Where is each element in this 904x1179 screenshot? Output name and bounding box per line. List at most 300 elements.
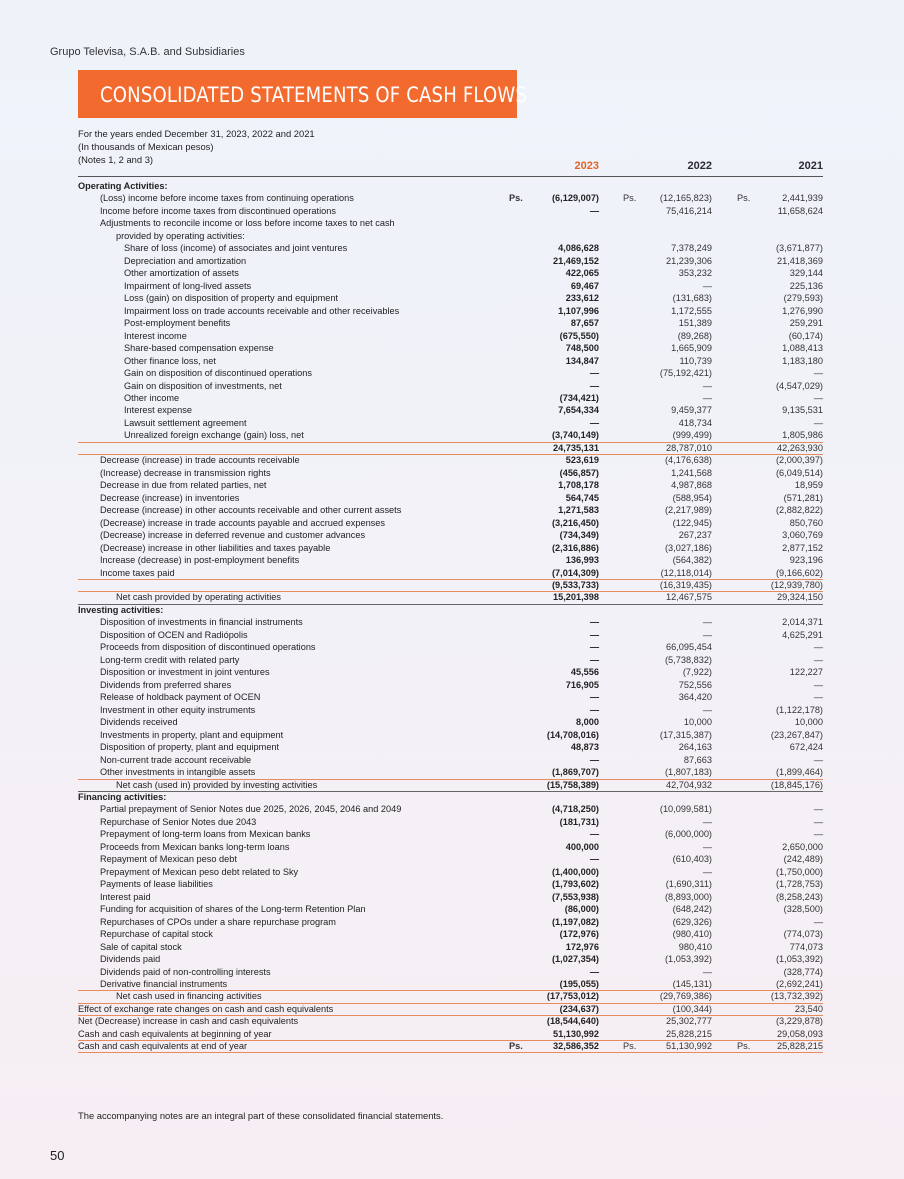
value-2021: 225,136	[789, 280, 823, 291]
value-2021: (2,882,822)	[776, 505, 823, 516]
row-label: Prepayment of Mexican peso debt related to Sky	[100, 866, 299, 877]
value-2022: 7,378,249	[671, 243, 712, 254]
row-label: Lawsuit settlement agreement	[124, 417, 247, 428]
value-2023: (195,055)	[559, 979, 599, 989]
value-2023: 32,586,352	[553, 1041, 599, 1052]
value-2023: (1,027,354)	[552, 954, 599, 965]
value-2021: 850,760	[789, 517, 823, 528]
table-row	[78, 1028, 823, 1040]
table-row	[78, 292, 823, 304]
value-2021: (2,692,241)	[776, 979, 823, 989]
value-2022: —	[702, 380, 712, 391]
subtitle-notes: (Notes 1, 2 and 3)	[78, 154, 154, 165]
value-2022: (1,690,311)	[665, 879, 712, 890]
year-header-2021: 2021	[798, 160, 823, 172]
value-2023: (4,718,250)	[552, 804, 599, 815]
value-2022: 151,389	[678, 318, 712, 329]
value-2022: 980,410	[678, 941, 712, 952]
table-row	[78, 866, 823, 878]
value-2022: 87,663	[683, 754, 712, 765]
value-2021: —	[813, 829, 823, 840]
value-2022: —	[702, 841, 712, 852]
value-2022: (75,192,421)	[659, 368, 712, 379]
value-2021: 923,196	[789, 555, 823, 566]
table-row	[78, 442, 823, 454]
value-2022: 752,556	[678, 679, 712, 690]
table-row	[78, 953, 823, 965]
table-row	[78, 1003, 823, 1015]
table-row	[78, 741, 823, 753]
row-label: Dividends received	[100, 717, 178, 728]
row-label: (Increase) decrease in transmission rights	[100, 467, 271, 478]
table-row	[78, 492, 823, 504]
table-row	[78, 529, 823, 541]
table-row	[78, 766, 823, 778]
value-2022: 25,828,215	[666, 1028, 712, 1039]
table-row	[78, 779, 823, 791]
row-label: Dividends from preferred shares	[100, 679, 232, 690]
value-2023: —	[589, 654, 599, 665]
table-row	[78, 404, 823, 416]
value-2023: 716,905	[565, 679, 599, 690]
table-row	[78, 990, 823, 1002]
currency-symbol: Ps.	[623, 193, 637, 204]
value-2021: (8,258,243)	[776, 891, 823, 902]
value-2022: —	[702, 280, 712, 291]
section-header	[78, 180, 823, 192]
table-row	[78, 467, 823, 479]
value-2023: (7,553,938)	[552, 891, 599, 902]
table-row	[78, 542, 823, 554]
value-2021: (328,774)	[783, 966, 823, 977]
footnote: The accompanying notes are an integral part of these consolidated financial statements.	[78, 1110, 444, 1121]
value-2023: 7,654,334	[558, 405, 599, 416]
value-2023: (15,758,389)	[546, 779, 599, 790]
value-2023: 69,467	[570, 280, 599, 291]
row-label: Net cash used in financing activities	[116, 991, 262, 1002]
row-label: Investment in other equity instruments	[100, 704, 256, 715]
value-2022: 418,734	[678, 417, 712, 428]
value-2023: 48,873	[570, 742, 599, 753]
value-2022: (1,053,392)	[665, 954, 712, 965]
table-row	[78, 554, 823, 566]
value-2023: 15,201,398	[553, 592, 599, 603]
value-2021: (279,593)	[783, 293, 823, 304]
row-label: Income taxes paid	[100, 567, 175, 578]
value-2021: 1,088,413	[782, 343, 823, 354]
value-2022: 267,237	[678, 530, 712, 541]
table-row	[78, 616, 823, 628]
table-row	[78, 978, 823, 990]
value-2023: (14,708,016)	[546, 729, 599, 740]
value-2022: 12,467,575	[666, 592, 712, 603]
value-2022: 1,665,909	[671, 343, 712, 354]
row-label: Cash and cash equivalents at end of year	[78, 1041, 248, 1052]
table-row	[78, 479, 823, 491]
row-label: provided by operating activities:	[116, 230, 245, 241]
value-2021: (1,750,000)	[776, 866, 823, 877]
row-label: Derivative financial instruments	[100, 979, 228, 989]
table-row	[78, 242, 823, 254]
value-2021: 23,540	[794, 1003, 823, 1014]
value-2021: (9,166,602)	[776, 567, 823, 578]
row-label: Post-employment benefits	[124, 318, 231, 329]
value-2023: —	[589, 617, 599, 628]
value-2021: 4,625,291	[782, 629, 823, 640]
value-2021: 1,276,990	[782, 305, 823, 316]
value-2021: (4,547,029)	[776, 380, 823, 391]
value-2021: (18,845,176)	[770, 779, 823, 790]
value-2023: —	[589, 704, 599, 715]
value-2021: 2,441,939	[782, 193, 823, 204]
value-2022: (4,176,638)	[665, 455, 712, 466]
value-2022: 364,420	[678, 692, 712, 703]
value-2021: 122,227	[789, 667, 823, 678]
row-label: Long-term credit with related party	[100, 654, 240, 665]
value-2021: —	[813, 392, 823, 403]
table-row	[78, 941, 823, 953]
value-2023: —	[589, 754, 599, 765]
value-2022: (2,217,989)	[665, 505, 712, 516]
value-2021: 25,828,215	[777, 1041, 823, 1052]
row-label: Income before income taxes from discontinued operations	[100, 205, 336, 216]
value-2023: (1,869,707)	[552, 767, 599, 778]
row-label: Share of loss (income) of associates and joint ventures	[124, 243, 348, 254]
table-row	[78, 754, 823, 766]
row-label: Payments of lease liabilities	[100, 879, 213, 890]
value-2023: (6,129,007)	[552, 193, 599, 204]
value-2023: 1,107,996	[558, 305, 599, 316]
row-label: Repurchases of CPOs under a share repurchase program	[100, 916, 336, 927]
value-2022: 51,130,992	[666, 1041, 712, 1052]
row-label: Share-based compensation expense	[124, 343, 274, 354]
row-label: Interest paid	[100, 891, 151, 902]
value-2023: 8,000	[576, 717, 599, 728]
value-2022: 21,239,306	[666, 255, 712, 266]
value-2022: —	[702, 816, 712, 827]
value-2021: (1,122,178)	[776, 704, 823, 715]
value-2022: (999,499)	[672, 430, 712, 441]
value-2023: (3,216,450)	[552, 517, 599, 528]
value-2023: —	[589, 692, 599, 703]
table-row	[78, 454, 823, 466]
row-label: Non-current trade account receivable	[100, 754, 252, 765]
value-2023: (18,544,640)	[546, 1016, 599, 1027]
value-2023: 45,556	[570, 667, 599, 678]
value-2021: 2,650,000	[782, 841, 823, 852]
table-row	[78, 517, 823, 529]
value-2023: 422,065	[565, 268, 599, 279]
section-header	[78, 791, 823, 803]
value-2023: (234,637)	[559, 1003, 599, 1014]
subtitle-period: For the years ended December 31, 2023, 2022 and 2021	[78, 128, 315, 139]
value-2021: 18,959	[794, 480, 823, 491]
value-2022: 353,232	[678, 268, 712, 279]
row-label: Disposition or investment in joint ventures	[100, 667, 270, 678]
row-label: Release of holdback payment of OCEN	[100, 692, 261, 703]
year-header-2023: 2023	[574, 160, 599, 172]
row-label: Other investments in intangible assets	[100, 767, 256, 778]
table-row	[78, 629, 823, 641]
value-2022: (980,410)	[672, 929, 712, 940]
value-2022: —	[702, 617, 712, 628]
page-title: CONSOLIDATED STATEMENTS OF CASH FLOWS	[100, 83, 528, 107]
value-2023: 748,500	[565, 343, 599, 354]
value-2022: (629,326)	[672, 916, 712, 927]
value-2021: —	[813, 368, 823, 379]
value-2021: —	[813, 417, 823, 428]
table-row	[78, 367, 823, 379]
value-2022: (12,165,823)	[659, 193, 712, 204]
value-2022: (145,131)	[672, 979, 712, 989]
value-2022: (122,945)	[672, 517, 712, 528]
value-2023: (675,550)	[559, 330, 599, 341]
value-2023: —	[589, 642, 599, 653]
table-row	[78, 591, 823, 603]
table-row	[78, 966, 823, 978]
value-2022: (29,769,386)	[659, 991, 712, 1002]
value-2021: 774,073	[789, 941, 823, 952]
row-label: Interest expense	[124, 405, 192, 416]
currency-symbol: Ps.	[509, 1041, 523, 1052]
value-2022: (6,000,000)	[665, 829, 712, 840]
table-row	[78, 255, 823, 267]
value-2021: (6,049,514)	[776, 467, 823, 478]
value-2022: (7,922)	[682, 667, 712, 678]
value-2021: 21,418,369	[777, 255, 823, 266]
value-2023: —	[589, 380, 599, 391]
row-label: Impairment of long-lived assets	[124, 280, 252, 291]
table-row	[78, 704, 823, 716]
row-label: Investments in property, plant and equipment	[100, 729, 284, 740]
row-label: Sale of capital stock	[100, 941, 182, 952]
value-2022: —	[702, 966, 712, 977]
table-row	[78, 679, 823, 691]
value-2022: (10,099,581)	[659, 804, 712, 815]
value-2023: (181,731)	[559, 816, 599, 827]
value-2022: (89,268)	[677, 330, 712, 341]
value-2021: (12,939,780)	[770, 580, 823, 590]
table-row	[78, 417, 823, 429]
company-name: Grupo Televisa, S.A.B. and Subsidiaries	[50, 46, 245, 58]
table-row	[78, 641, 823, 653]
value-2021: 29,324,150	[777, 592, 823, 603]
row-label: Operating Activities:	[78, 181, 168, 191]
currency-symbol: Ps.	[509, 193, 523, 204]
value-2021: —	[813, 692, 823, 703]
row-label: Adjustments to reconcile income or loss before income taxes to net cash	[100, 218, 395, 229]
row-label: Gain on disposition of discontinued operations	[124, 368, 312, 379]
value-2022: (610,403)	[672, 854, 712, 865]
value-2023: (9,533,733)	[552, 580, 599, 590]
value-2023: (1,197,082)	[552, 916, 599, 927]
table-row	[78, 1040, 823, 1052]
currency-symbol: Ps.	[737, 193, 751, 204]
value-2022: (17,315,387)	[659, 729, 712, 740]
value-2021: (60,174)	[788, 330, 823, 341]
value-2022: 66,095,454	[666, 642, 712, 653]
row-label: Cash and cash equivalents at beginning of year	[78, 1028, 272, 1039]
value-2022: (648,242)	[672, 904, 712, 915]
value-2021: (1,053,392)	[776, 954, 823, 965]
value-2021: (1,728,753)	[776, 879, 823, 890]
value-2023: 523,619	[565, 455, 599, 466]
row-label: Effect of exchange rate changes on cash and cash equivalents	[78, 1003, 334, 1014]
table-row	[78, 816, 823, 828]
row-label: Decrease (increase) in other accounts receivable and other current assets	[100, 505, 402, 516]
row-label: Disposition of property, plant and equipment	[100, 742, 280, 753]
value-2022: —	[702, 704, 712, 715]
value-2023: (7,014,309)	[552, 567, 599, 578]
table-row	[78, 230, 823, 242]
table-row	[78, 853, 823, 865]
row-label: Gain on disposition of investments, net	[124, 380, 282, 391]
value-2021: 259,291	[789, 318, 823, 329]
value-2021: (2,000,397)	[776, 455, 823, 466]
value-2021: 2,877,152	[782, 542, 823, 553]
value-2023: 1,708,178	[558, 480, 599, 491]
row-label: Disposition of OCEN and Radiópolis	[100, 629, 248, 640]
row-label: Proceeds from Mexican banks long-term loans	[100, 841, 290, 852]
row-label: Loss (gain) on disposition of property and equipment	[124, 293, 338, 304]
table-row	[78, 504, 823, 516]
value-2021: (13,732,392)	[770, 991, 823, 1002]
value-2022: (5,738,832)	[665, 654, 712, 665]
value-2021: (23,267,847)	[770, 729, 823, 740]
value-2021: —	[813, 916, 823, 927]
value-2021: (242,489)	[783, 854, 823, 865]
value-2023: 4,086,628	[558, 243, 599, 254]
value-2021: 29,058,093	[777, 1028, 823, 1039]
year-header-2022: 2022	[687, 160, 712, 172]
row-label: Net cash (used in) provided by investing activities	[116, 779, 318, 790]
row-label: Depreciation and amortization	[124, 255, 247, 266]
value-2023: (1,400,000)	[552, 866, 599, 877]
value-2023: 564,745	[565, 492, 599, 503]
table-row	[78, 828, 823, 840]
value-2023: —	[589, 417, 599, 428]
value-2023: (172,976)	[559, 929, 599, 940]
table-row	[78, 429, 823, 441]
value-2022: 75,416,214	[666, 205, 712, 216]
value-2021: —	[813, 804, 823, 815]
value-2023: —	[589, 966, 599, 977]
value-2023: (1,793,602)	[552, 879, 599, 890]
value-2023: 172,976	[565, 941, 599, 952]
value-2021: (774,073)	[783, 929, 823, 940]
table-row	[78, 342, 823, 354]
row-label: Dividends paid of non-controlling interests	[100, 966, 271, 977]
row-label: Repayment of Mexican peso debt	[100, 854, 237, 865]
value-2023: (3,740,149)	[552, 430, 599, 441]
row-label: Other amortization of assets	[124, 268, 239, 279]
value-2022: 264,163	[678, 742, 712, 753]
value-2022: —	[702, 392, 712, 403]
value-2022: (564,382)	[672, 555, 712, 566]
value-2022: (8,893,000)	[665, 891, 712, 902]
value-2022: 9,459,377	[671, 405, 712, 416]
value-2023: 51,130,992	[553, 1028, 599, 1039]
value-2022: (131,683)	[672, 293, 712, 304]
value-2023: —	[589, 368, 599, 379]
value-2023: 87,657	[570, 318, 599, 329]
row-label: Repurchase of capital stock	[100, 929, 213, 940]
value-2022: 1,241,568	[671, 467, 712, 478]
table-row	[78, 567, 823, 579]
value-2022: (100,344)	[672, 1003, 712, 1014]
row-label: Proceeds from disposition of discontinued operations	[100, 642, 316, 653]
value-2022: (12,118,014)	[660, 567, 712, 578]
row-label: Net (Decrease) increase in cash and cash equivalents	[78, 1016, 299, 1027]
value-2022: (3,027,186)	[665, 542, 712, 553]
row-label: Dividends paid	[100, 954, 161, 965]
currency-symbol: Ps.	[623, 1041, 637, 1052]
table-row	[78, 305, 823, 317]
row-label: Financing activities:	[78, 791, 167, 802]
value-2023: 24,735,131	[553, 442, 599, 453]
row-label: Partial prepayment of Senior Notes due 2025, 2026, 2045, 2046 and 2049	[100, 804, 402, 815]
table-row	[78, 903, 823, 915]
table-row	[78, 280, 823, 292]
value-2021: (3,229,878)	[776, 1016, 823, 1027]
table-row	[78, 267, 823, 279]
value-2023: 1,271,583	[558, 505, 599, 516]
row-label: Impairment loss on trade accounts receivable and other receivables	[124, 305, 400, 316]
value-2021: 11,658,624	[777, 205, 823, 216]
value-2022: (16,319,435)	[659, 580, 712, 590]
value-2022: 42,704,932	[666, 779, 712, 790]
value-2022: 1,172,555	[671, 305, 712, 316]
title-banner	[78, 70, 528, 118]
value-2023: —	[589, 205, 599, 216]
value-2022: 28,787,010	[666, 442, 712, 453]
value-2021: 3,060,769	[782, 530, 823, 541]
row-label: (Decrease) increase in trade accounts payable and accrued expenses	[100, 517, 385, 528]
header-rule	[78, 176, 823, 177]
subtitle-units: (In thousands of Mexican pesos)	[78, 141, 214, 152]
table-row	[78, 205, 823, 217]
value-2022: 110,739	[679, 355, 712, 366]
value-2021: (1,899,464)	[776, 767, 823, 778]
value-2023: 136,993	[565, 555, 599, 566]
row-label: Disposition of investments in financial instruments	[100, 617, 303, 628]
value-2021: 1,805,986	[782, 430, 823, 441]
row-label: Unrealized foreign exchange (gain) loss, net	[124, 430, 304, 441]
row-label: (Decrease) increase in deferred revenue and customer advances	[100, 530, 366, 541]
table-row	[78, 729, 823, 741]
value-2021: 2,014,371	[782, 617, 823, 628]
row-label: (Decrease) increase in other liabilities and taxes payable	[100, 542, 331, 553]
table-row	[78, 392, 823, 404]
value-2021: 329,144	[789, 268, 823, 279]
value-2021: —	[813, 679, 823, 690]
row-label: Other income	[124, 392, 180, 403]
currency-symbol: Ps.	[737, 1041, 751, 1052]
table-row	[78, 355, 823, 367]
value-2023: —	[589, 629, 599, 640]
table-row	[78, 579, 823, 591]
value-2022: (1,807,183)	[665, 767, 712, 778]
value-2021: (3,671,877)	[776, 243, 823, 254]
value-2021: 9,135,531	[782, 405, 823, 416]
table-row	[78, 916, 823, 928]
value-2023: (86,000)	[564, 904, 599, 915]
value-2022: 10,000	[683, 717, 712, 728]
row-label: (Loss) income before income taxes from continuing operations	[100, 193, 354, 204]
table-row	[78, 217, 823, 229]
value-2022: 25,302,777	[666, 1016, 712, 1027]
value-2023: (734,421)	[559, 392, 599, 403]
